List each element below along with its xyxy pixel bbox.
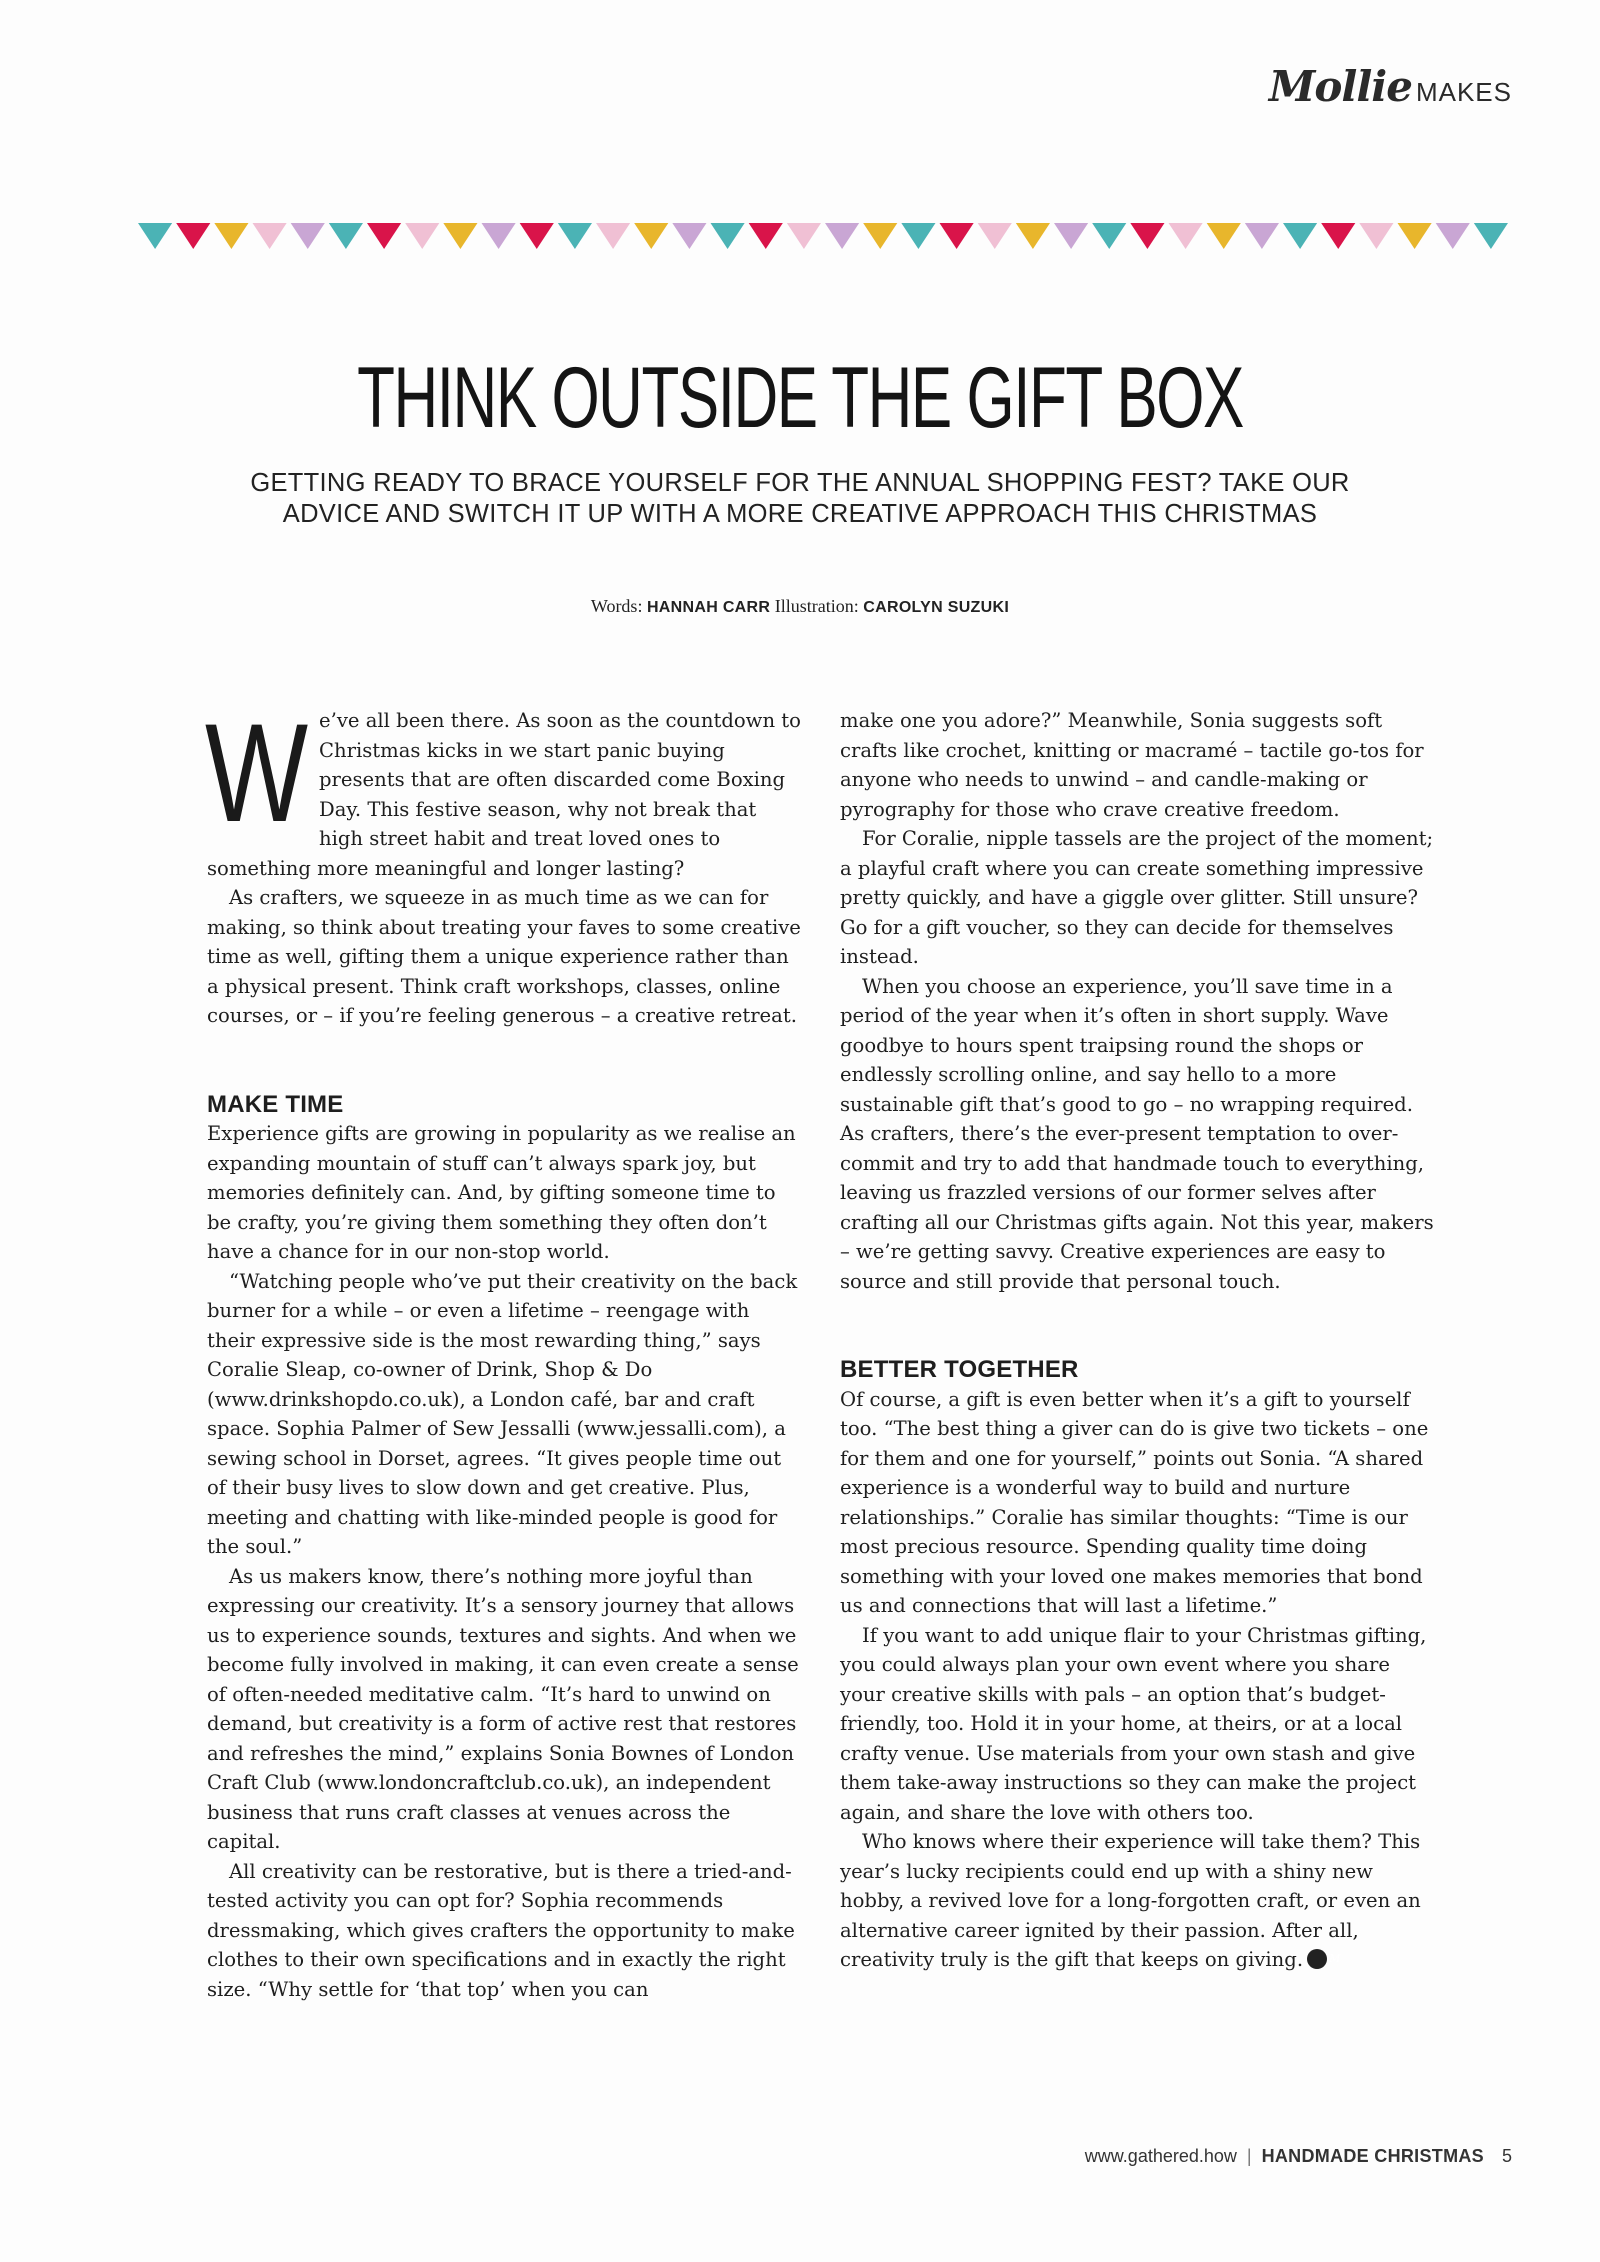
illustration-label: Illustration:: [774, 596, 859, 616]
footer-separator: |: [1246, 2146, 1252, 2166]
bunting-flag: [367, 223, 401, 249]
bunting-flag: [672, 223, 706, 249]
bunting-flag: [1092, 223, 1126, 249]
paragraph: make one you adore?” Meanwhile, Sonia suggests soft crafts like crochet, knitting or macramé – tactile go-tos for anyone who needs to unwind – and candle-making or pyrography for those who crave creative freedom.: [840, 709, 1424, 821]
bunting-flag: [138, 223, 172, 249]
bunting-flag: [1321, 223, 1355, 249]
bunting-flag: [1169, 223, 1203, 249]
bunting-flag: [596, 223, 630, 249]
bunting-flag: [634, 223, 668, 249]
paragraph: e’ve all been there. As soon as the countdown to Christmas kicks in we start panic buying presents that are often discarded come Boxing Day. This festive season, why not break that high street habit and treat loved ones to something more meaningful and longer lasting?: [207, 709, 801, 880]
bunting-flag: [825, 223, 859, 249]
bunting-decoration: [136, 223, 1510, 251]
bunting-flag: [1398, 223, 1432, 249]
article-credits: [0, 596, 1600, 617]
bunting-flag: [1474, 223, 1508, 249]
author-name: HANNAH CARR: [646, 599, 771, 616]
bunting-flag: [978, 223, 1012, 249]
bunting-flag: [787, 223, 821, 249]
paragraph: When you choose an experience, you’ll save time in a period of the year when it’s often in short supply. Wave goodbye to hours spent traipsing round the shops or endlessly scrolling online, and say hello to a more sustainable gift that’s good to go – no wrapping required. As crafters, there’s the ever-present temptation to over-commit and try to add that handmade touch to everything, leaving us frazzled versions of our former selves after crafting all our Christmas gifts again. Not this year, makers – we’re getting savvy. Creative experiences are easy to source and still provide that personal touch.: [840, 974, 1434, 1293]
paragraph-final: [840, 1827, 1434, 1975]
drop-cap: W: [205, 694, 309, 851]
bunting-flag: [1130, 223, 1164, 249]
article-standfirst: GETTING READY TO BRACE YOURSELF FOR THE ANNUAL SHOPPING FEST? TAKE OUR ADVICE AND SWITCH IT UP WITH A MORE CREATIVE APPROACH THIS CHRISTMAS: [250, 469, 1350, 528]
illustrator-name: CAROLYN SUZUKI: [863, 599, 1010, 616]
section-heading: MAKE TIME: [207, 1090, 344, 1118]
bunting-flag: [1207, 223, 1241, 249]
column-right: [840, 706, 1434, 1975]
paragraph: All creativity can be restorative, but is there a tried-and-tested activity you can opt for? Sophia recommends dressmaking, which gives crafters the opportunity to make clothes to their own specifications and in exactly the right size. “Why settle for ‘that top’ when you can: [207, 1859, 795, 2001]
bunting-flag: [1359, 223, 1393, 249]
page-number: 5: [1501, 2146, 1512, 2166]
paragraph: As crafters, we squeeze in as much time as we can for making, so think about treating your faves to some creative time as well, gifting them a unique experience rather than a physical present. Think craft workshops, classes, online courses, or – if you’re feeling generous – a creative retreat.: [207, 886, 801, 1027]
bunting-flag: [863, 223, 897, 249]
bunting-flag: [901, 223, 935, 249]
bunting-flag: [214, 223, 248, 249]
bunting-flag: [1054, 223, 1088, 249]
end-mark-icon: [1307, 1949, 1327, 1969]
page-footer: [1085, 2146, 1512, 2167]
paragraph-text: Who knows where their experience will take them? This year’s lucky recipients could end up with a shiny new hobby, a revived love for a long-forgotten craft, or even an alternative career ignited by their passion. After all, creativity truly is the gift that keeps on giving.: [840, 1830, 1421, 1971]
paragraph: “Watching people who’ve put their creativity on the back burner for a while – or even a lifetime – reengage with their expressive side is the most rewarding thing,” says Coralie Sleap, co-owner of Drink, Shop & Do (www.drinkshopdo.co.uk), a London café, bar and craft space. Sophia Palmer of Sew Jessalli (www.jessalli.com), a sewing school in Dorset, agrees. “It gives people time out of their busy lives to slow down and get creative. Plus, meeting and chatting with like-minded people is good for the soul.”: [207, 1269, 798, 1558]
column-left: [205, 694, 801, 2004]
paragraph: As us makers know, there’s nothing more joyful than expressing our creativity. It’s a sensory journey that allows us to experience sounds, textures and sights. And when we become fully involved in making, it can even create a sense of often-needed meditative calm. “It’s hard to unwind on demand, but creativity is a form of active rest that restores and refreshes the mind,” explains Sonia Bownes of London Craft Club (www.londoncraftclub.co.uk), an independent business that runs craft classes at venues across the capital.: [207, 1564, 799, 1853]
footer-publication: HANDMADE CHRISTMAS: [1261, 2146, 1484, 2166]
bunting-flag: [253, 223, 287, 249]
bunting-flag: [1245, 223, 1279, 249]
bunting-flag: [558, 223, 592, 249]
bunting-flag: [520, 223, 554, 249]
footer-url: www.gathered.how: [1084, 2146, 1237, 2166]
bunting-flag: [329, 223, 363, 249]
bunting-flag: [405, 223, 439, 249]
section-heading: BETTER TOGETHER: [840, 1356, 1079, 1383]
paragraph: For Coralie, nipple tassels are the project of the moment; a playful craft where you can create something impressive pretty quickly, and have a giggle over glitter. Still unsure? Go for a gift voucher, so they can decide for themselves instead.: [840, 827, 1434, 968]
bunting-flag: [1016, 223, 1050, 249]
bunting-flag: [749, 223, 783, 249]
bunting-flag: [940, 223, 974, 249]
paragraph: Of course, a gift is even better when it’s a gift to yourself too. “The best thing a giver can do is give two tickets – one for them and one for yourself,” points out Sonia. “A shared experience is a wonderful way to build and nurture relationships.” Coralie has similar thoughts: “Time is our most precious resource. Spending quality time doing something with your loved one makes memories that bond us and connections that will last a lifetime.”: [840, 1387, 1429, 1617]
words-label: Words:: [590, 596, 643, 616]
paragraph: Experience gifts are growing in popularity as we realise an expanding mountain of stuff can’t always spark joy, but memories definitely can. And, by gifting someone time to be crafty, you’re giving them something they often don’t have a chance for in our non-stop world.: [207, 1122, 796, 1263]
article-title: THINK OUTSIDE THE GIFT BOX: [357, 350, 1243, 446]
bunting-flag: [176, 223, 210, 249]
bunting-flag: [443, 223, 477, 249]
bunting-flag: [711, 223, 745, 249]
bunting-flag: [1436, 223, 1470, 249]
brand-script: Mollie: [1268, 62, 1412, 111]
bunting-flag: [482, 223, 516, 249]
paragraph: If you want to add unique flair to your Christmas gifting, you could always plan your own event where you share your creative skills with pals – an option that’s budget-friendly, too. Hold it in your home, at theirs, or at a local crafty venue. Use materials from your own stash and give them take-away instructions so they can make the project again, and share the love with others too.: [840, 1623, 1427, 1824]
brand-logo: [1269, 62, 1512, 111]
brand-word: MAKES: [1415, 77, 1512, 107]
bunting-flag: [1283, 223, 1317, 249]
bunting-flag: [291, 223, 325, 249]
